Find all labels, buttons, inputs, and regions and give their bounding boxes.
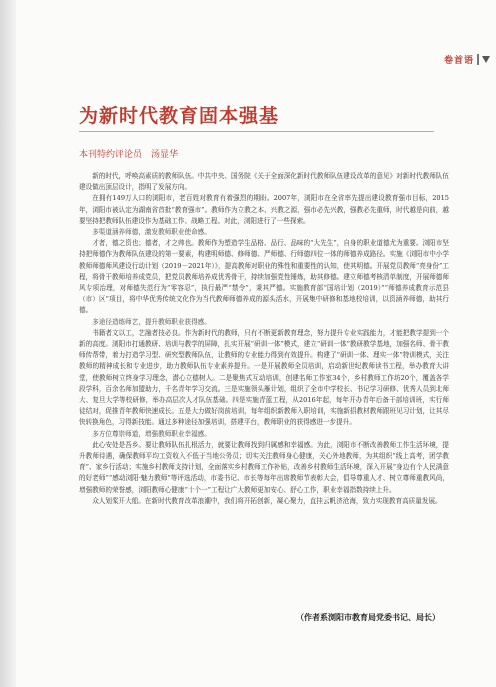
subheading-skills: 多途径造练师艺，提升教师职业获得感。 — [92, 317, 211, 326]
paragraph-intro: 新的时代，呼唤高素质的教师队伍。中共中央、国务院《关于全面深化新时代教师队伍建设改革的意见》对新时代教师队伍建设做出顶层设计，指明了发展方向。 — [79, 172, 449, 192]
paragraph-ethics: 才者，德之资也；德者，才之帅也。教师作为塑造学生品格、品行、品味的“大先生”，自身的职业道德尤为重要。浏阳市坚持把师德作为教师队伍建设的第一要素，构建明师德、修师德、严师德、行师德四位一体的师德养成路径。实施《浏阳市中小学教师师德师风建设行动计划（2019－2021年）》，提高教师对职业的殊性和重要性的认知，使其明德。开展党员教师“亮身份”工程，将骨干教师培养成党员，把党员教师培养成优秀骨干，持续加强党性锤炼，助其修德。建立师德考核清单制度，开展师德师风专项治理，对师德失范行为“零容忍”，执行最严“禁令”，秉其严德。实施教育部“国培计划（2019）”“师德养成教育示范县（市）区”项目，将中华优秀传统文化作为当代教师师德养成的源头活水，开展集中研修和基地校培训，以资涵养师德，助其行德。 — [79, 239, 449, 315]
title-rule — [79, 131, 434, 132]
section-tag-label: 卷首语 — [443, 55, 474, 66]
divider — [477, 54, 479, 65]
paragraph-background: 在拥有149万人口的浏阳市，老百姓对教育有着强烈的期盼。2007年，浏阳市在全省率先提出建设教育强市目标，2015年，浏阳市被认定为湖南省首批“教育强市”。教师作为立教之本、兴教之源，强市必先兴教，强教必先重师，时代越是向前，越要坚持把教师队伍建设作为基础工作、战略工程。对此，浏阳进行了一些探索。 — [79, 194, 449, 225]
paragraph-respect: 此心安处是吾乡。要让教师队伍扎根活力，就要让教师找到归属感和幸福感。为此，浏阳市不断改善教师工作生活环境，提升教师待遇，确保教师平均工资收入不低于当地公务员；切实关注教师身心健康，关心外地教师，为其组织“线上高考，团学教育”、家乡行活动；实施乡村教师支持计划，全面落实乡村教师工作补贴，改善乡村教师生活环境，深入开展“身边有个人民满意的好老师”“感动浏阳·魅力教师”等评选活动，市委书记、市长等每年出席教师节表彰大会，倡导尊重人才、树立尊师重教风尚，增强教师的荣誉感，浏阳教师心健康“十个一”工程让广大教师更加安心、舒心工作，职业幸福指数持续上升。 — [79, 440, 449, 494]
author-byline: 本刊特约评论员 汤显华 — [79, 150, 179, 160]
section-tag — [444, 52, 490, 66]
author-signature: （作者系浏阳市教育局党委书记、局长） — [296, 612, 440, 622]
subheading-ethics: 多渠道涵养师德，激发教师职业使命感。 — [92, 228, 211, 237]
book-spine-shadow — [0, 0, 16, 687]
paragraph-skills: 书籍者文以工，艺融者技必良。作为新时代的教师，只有不断更新教育理念，努力提升专业实践能力，才能把教学提到一个新的高度。浏阳市打通教研、培训与教学的屏障，扎实开展“研训一体”模式，建立“研训一体”教研教学基地，加强名师、骨干教师传帮带，着力打造学习型、研究型教师队伍，让教师的专业能力得到有效提升。构建了“研训一体、理实一体”特训模式，关注教师的精神成长和专业进步，助力教师队伍专业素养提升。一是开展教师全员培训，启动新世纪教师读书工程，举办教育大讲堂，使教师树立终身学习理念，潜心立德树人。二是聚焦式互动培训，创建名师工作室34个，乡村教师工作坊20个，覆盖各学段学科，百余名师加盟助力，千名青年学习交流。三是实施领头雁计划，组织了全市中学校长、书记学习研修、优秀人员到北师大、复旦大学等校研修，举办高层次人才队伍基础。四是实施青蓝工程，从2016年起，每年开办青年后备干部培训班，实行师徒结对，促推青年教师快速成长。五是大力做好岗前培训，每年组织新教师入职培训，实施新招教材教师跟班见习计划，让其尽快转换角色，习得新技能。通过多种途径加强培训，搭建平台，教师职业的获得感进一步提升。 — [79, 328, 449, 427]
article-body — [79, 171, 449, 507]
triangle-icon — [482, 56, 490, 63]
subheading-respect: 多方位尊崇师道，增强教师职业幸福感。 — [92, 429, 211, 438]
article-title: 为新时代教育固本强基 — [79, 105, 280, 127]
paragraph-conclusion: 众人划桨开大船。在新时代教育改革浪潮中，我们将开拓创新，凝心聚力，直挂云帆济沧海，致力实现教育高质量发展。 — [92, 496, 442, 505]
magazine-page — [16, 0, 496, 687]
